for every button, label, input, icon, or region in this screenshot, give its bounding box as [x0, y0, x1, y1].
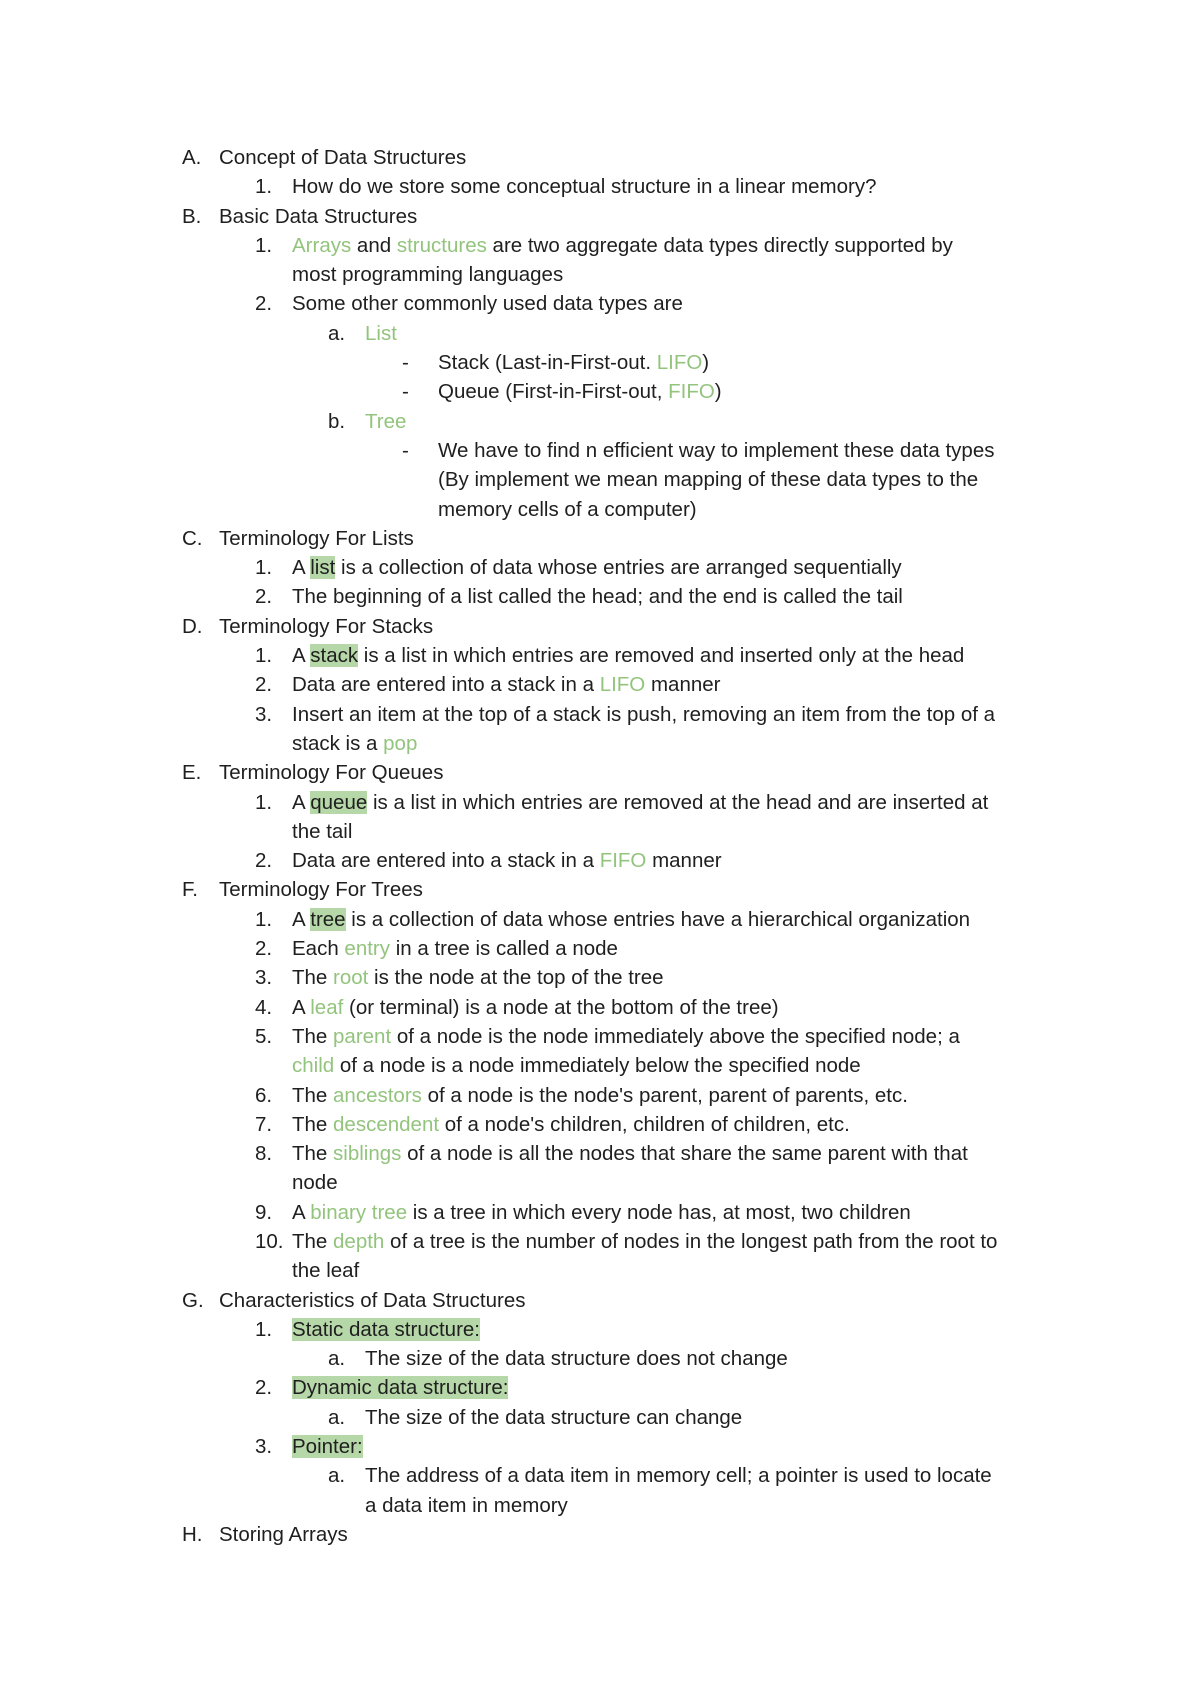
text-run: a data item in memory [365, 1493, 568, 1517]
highlighted-term: list [310, 556, 336, 580]
outline-line [0, 1520, 1200, 1549]
outline-line [0, 553, 1200, 582]
text-run: Storing Arrays [219, 1522, 348, 1546]
line-text [219, 1286, 525, 1315]
highlighted-term: Dynamic data structure: [292, 1376, 509, 1400]
outline-line [0, 582, 1200, 611]
outline-line [0, 729, 1200, 758]
list-marker: B. [182, 204, 202, 228]
keyword-term: Arrays [292, 233, 352, 257]
list-marker: 1. [255, 907, 273, 931]
line-text [219, 143, 466, 172]
list-marker: G. [182, 1288, 204, 1312]
text-run: A [292, 907, 311, 931]
text-run: The address of a data item in memory cell; a pointer is used to locate [365, 1464, 992, 1488]
keyword-term: leaf [310, 995, 344, 1019]
list-marker: 2. [255, 673, 273, 697]
outline-line [0, 1198, 1200, 1227]
line-text [292, 670, 720, 699]
line-text [292, 260, 563, 289]
text-run: the leaf [292, 1259, 360, 1283]
outline-line [0, 231, 1200, 260]
document-outline [0, 143, 1200, 1549]
line-text [292, 289, 683, 318]
text-run: The [292, 1024, 334, 1048]
line-text [219, 612, 433, 641]
line-text [219, 758, 443, 787]
list-marker: 4. [255, 995, 273, 1019]
text-run: (or terminal) is a node at the bottom of the tree) [343, 995, 779, 1019]
line-text [292, 1432, 363, 1461]
line-text [292, 641, 964, 670]
keyword-term: FIFO [668, 380, 715, 404]
outline-line [0, 436, 1200, 465]
line-text [292, 1081, 908, 1110]
text-run: Basic Data Structures [219, 204, 418, 228]
line-text [292, 172, 877, 201]
line-text [292, 553, 902, 582]
outline-line [0, 1491, 1200, 1520]
text-run: of a tree is the number of nodes in the longest path from the root to [384, 1229, 998, 1253]
line-text [438, 495, 697, 524]
text-run: Some other commonly used data types are [292, 292, 683, 316]
highlighted-term: Pointer: [292, 1435, 363, 1459]
keyword-term: root [333, 966, 369, 990]
line-text [292, 1315, 480, 1344]
keyword-term: descendent [333, 1112, 440, 1136]
keyword-term: child [292, 1054, 335, 1078]
list-marker: 2. [255, 849, 273, 873]
list-marker: - [402, 380, 409, 404]
outline-line [0, 1081, 1200, 1110]
list-marker: 3. [255, 702, 273, 726]
keyword-term: parent [333, 1024, 392, 1048]
outline-line [0, 905, 1200, 934]
outline-line [0, 788, 1200, 817]
list-marker: 1. [255, 1317, 273, 1341]
outline-line [0, 817, 1200, 846]
text-run: are two aggregate data types directly supported by [486, 233, 953, 257]
outline-line [0, 1286, 1200, 1315]
text-run: (By implement we mean mapping of these data types to the [438, 468, 979, 492]
outline-line [0, 934, 1200, 963]
text-run: Terminology For Queues [219, 761, 444, 785]
text-run: A [292, 790, 311, 814]
text-run: of a node is all the nodes that share the same parent with that [401, 1142, 968, 1166]
list-marker: 2. [255, 937, 273, 961]
list-marker: H. [182, 1522, 203, 1546]
outline-line [0, 1373, 1200, 1402]
text-run: Concept of Data Structures [219, 146, 467, 169]
line-text [292, 1110, 850, 1139]
list-marker: A. [182, 146, 202, 169]
text-run: is a list in which entries are removed and inserted only at the head [358, 644, 965, 668]
text-run: ) [714, 380, 722, 404]
highlighted-term: stack [310, 644, 359, 668]
outline-line [0, 143, 1200, 172]
highlighted-term: Static data structure: [292, 1317, 481, 1341]
text-run: Each [292, 937, 345, 961]
outline-line [0, 875, 1200, 904]
line-text [365, 1491, 568, 1520]
list-marker: a. [328, 321, 346, 345]
line-text [365, 1344, 788, 1373]
list-marker: a. [328, 1405, 346, 1429]
line-text [292, 934, 618, 963]
list-marker: 5. [255, 1024, 273, 1048]
outline-line [0, 465, 1200, 494]
list-marker: 6. [255, 1083, 273, 1107]
line-text [365, 319, 397, 348]
line-text [292, 1168, 338, 1197]
keyword-term: siblings [333, 1142, 402, 1166]
list-marker: 2. [255, 292, 273, 316]
text-run: The [292, 1112, 334, 1136]
text-run: Stack (Last-in-First-out. [438, 351, 657, 375]
outline-line [0, 319, 1200, 348]
keyword-term: FIFO [599, 849, 647, 873]
line-text [219, 202, 417, 231]
keyword-term: depth [333, 1229, 385, 1253]
keyword-term: pop [383, 731, 418, 755]
outline-line [0, 670, 1200, 699]
text-run: ) [702, 351, 710, 375]
text-run: of a node is a node immediately below the specified node [334, 1054, 861, 1078]
text-run: The size of the data structure can change [365, 1405, 743, 1429]
text-run: The size of the data structure does not change [365, 1347, 788, 1371]
text-run: The [292, 966, 334, 990]
text-run: and [351, 233, 397, 257]
keyword-term: entry [344, 937, 390, 961]
outline-line [0, 758, 1200, 787]
outline-line [0, 1344, 1200, 1373]
text-run: A [292, 1200, 311, 1224]
text-run: manner [646, 849, 722, 873]
keyword-term: ancestors [333, 1083, 422, 1107]
outline-line [0, 172, 1200, 201]
line-text [292, 993, 779, 1022]
outline-line [0, 495, 1200, 524]
outline-line [0, 289, 1200, 318]
outline-line [0, 1022, 1200, 1051]
list-marker: 3. [255, 1435, 273, 1459]
text-run: most programming languages [292, 263, 564, 287]
highlighted-term: queue [310, 790, 368, 814]
list-marker: a. [328, 1347, 346, 1371]
text-run: is the node at the top of the tree [368, 966, 664, 990]
list-marker: 1. [255, 233, 273, 257]
line-text [292, 700, 995, 729]
list-marker: F. [182, 878, 198, 902]
outline-line [0, 993, 1200, 1022]
list-marker: C. [182, 526, 203, 550]
line-text [365, 1461, 992, 1490]
list-marker: 2. [255, 1376, 273, 1400]
outline-line [0, 1227, 1200, 1256]
outline-line [0, 1256, 1200, 1285]
list-marker: 9. [255, 1200, 273, 1224]
line-text [438, 465, 978, 494]
line-text [292, 963, 664, 992]
text-run: memory cells of a computer) [438, 497, 697, 521]
line-text [365, 407, 406, 436]
text-run: the tail [292, 819, 353, 843]
line-text [292, 1256, 359, 1285]
line-text [219, 524, 414, 553]
text-run: of a node is the node immediately above the specified node; a [391, 1024, 960, 1048]
outline-line [0, 1403, 1200, 1432]
line-text [292, 1139, 968, 1168]
line-text [292, 231, 953, 260]
line-text [438, 377, 722, 406]
list-marker: - [402, 438, 409, 462]
outline-line [0, 1139, 1200, 1168]
keyword-term: structures [396, 233, 487, 257]
line-text [292, 1373, 508, 1402]
text-run: Queue (First-in-First-out, [438, 380, 669, 404]
list-marker: - [402, 351, 409, 375]
text-run: in a tree is called a node [390, 937, 618, 961]
keyword-term: Tree [365, 409, 407, 433]
outline-line [0, 1461, 1200, 1490]
text-run: Terminology For Trees [219, 878, 423, 902]
keyword-term: binary tree [310, 1200, 408, 1224]
outline-line [0, 1315, 1200, 1344]
highlighted-term: tree [310, 907, 346, 931]
list-marker: 2. [255, 585, 273, 609]
text-run: Insert an item at the top of a stack is push, removing an item from the top of a [292, 702, 996, 726]
list-marker: E. [182, 761, 202, 785]
keyword-term: LIFO [599, 673, 646, 697]
outline-line [0, 846, 1200, 875]
outline-line [0, 524, 1200, 553]
outline-line [0, 1168, 1200, 1197]
text-run: The beginning of a list called the head; and the end is called the tail [292, 585, 903, 609]
keyword-term: List [365, 321, 397, 345]
text-run: stack is a [292, 731, 384, 755]
list-marker: 7. [255, 1112, 273, 1136]
line-text [292, 1022, 960, 1051]
line-text [365, 1403, 742, 1432]
list-marker: a. [328, 1464, 346, 1488]
line-text [438, 436, 994, 465]
outline-line [0, 377, 1200, 406]
list-marker: 10. [255, 1229, 284, 1253]
text-run: Data are entered into a stack in a [292, 673, 600, 697]
text-run: manner [645, 673, 721, 697]
line-text [292, 729, 417, 758]
text-run: A [292, 644, 311, 668]
line-text [219, 875, 423, 904]
text-run: The [292, 1229, 334, 1253]
keyword-term: LIFO [656, 351, 703, 375]
list-marker: 3. [255, 966, 273, 990]
list-marker: b. [328, 409, 346, 433]
outline-line [0, 612, 1200, 641]
outline-line [0, 1110, 1200, 1139]
outline-line [0, 260, 1200, 289]
text-run: Data are entered into a stack in a [292, 849, 600, 873]
outline-line [0, 1432, 1200, 1461]
text-run: Terminology For Stacks [219, 614, 434, 638]
text-run: is a collection of data whose entries are arranged sequentially [335, 556, 902, 580]
outline-line [0, 202, 1200, 231]
line-text [292, 788, 988, 817]
line-text [438, 348, 709, 377]
text-run: is a collection of data whose entries have a hierarchical organization [345, 907, 971, 931]
outline-line [0, 641, 1200, 670]
text-run: A [292, 556, 311, 580]
text-run: We have to find n efficient way to implement these data types [438, 438, 995, 462]
text-run: Terminology For Lists [219, 526, 414, 550]
line-text [292, 817, 352, 846]
text-run: Characteristics of Data Structures [219, 1288, 526, 1312]
line-text [292, 846, 722, 875]
line-text [292, 1198, 911, 1227]
list-marker: 1. [255, 644, 273, 668]
outline-line [0, 963, 1200, 992]
text-run: How do we store some conceptual structure in a linear memory? [292, 175, 877, 199]
text-run: A [292, 995, 311, 1019]
text-run: The [292, 1083, 334, 1107]
outline-line [0, 700, 1200, 729]
text-run: is a tree in which every node has, at most, two children [407, 1200, 911, 1224]
text-run: is a list in which entries are removed at the head and are inserted at [367, 790, 989, 814]
line-text [292, 1227, 997, 1256]
list-marker: D. [182, 614, 203, 638]
list-marker: 8. [255, 1142, 273, 1166]
outline-line [0, 407, 1200, 436]
line-text [292, 582, 903, 611]
list-marker: 1. [255, 790, 273, 814]
text-run: of a node's children, children of children, etc. [439, 1112, 850, 1136]
line-text [219, 1520, 348, 1549]
text-run: node [292, 1171, 338, 1195]
line-text [292, 905, 970, 934]
outline-line [0, 1051, 1200, 1080]
line-text [292, 1051, 861, 1080]
list-marker: 1. [255, 556, 273, 580]
list-marker: 1. [255, 175, 273, 199]
text-run: The [292, 1142, 334, 1166]
outline-line [0, 348, 1200, 377]
text-run: of a node is the node's parent, parent of parents, etc. [421, 1083, 908, 1107]
